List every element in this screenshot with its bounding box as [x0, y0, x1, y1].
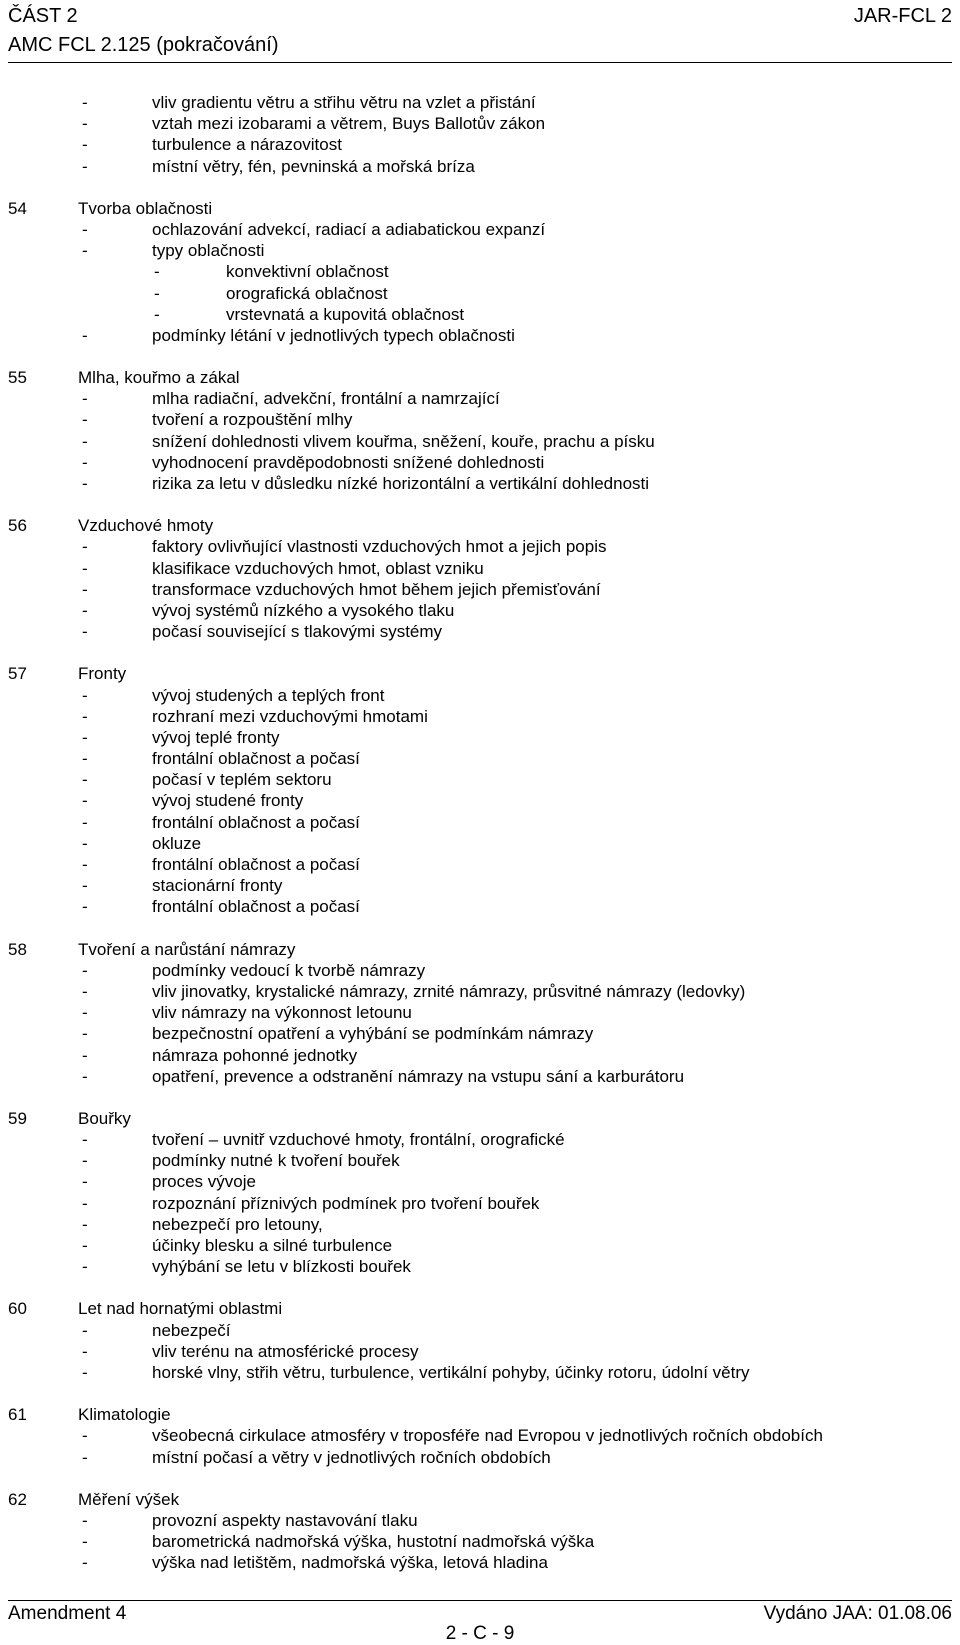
bullet-dash: -	[82, 156, 88, 176]
list-item-text: frontální oblačnost a počasí	[152, 812, 360, 832]
list-item-text: vrstevnatá a kupovitá oblačnost	[226, 304, 465, 324]
section-number: 60	[8, 1299, 27, 1319]
list-item-text: frontální oblačnost a počasí	[152, 897, 360, 917]
list-item-text: tvoření a rozpouštění mlhy	[152, 410, 353, 430]
bullet-dash: -	[82, 706, 88, 726]
list-item	[8, 727, 952, 748]
list-item	[8, 685, 952, 706]
section-number: 57	[8, 664, 27, 684]
list-item-text: snížení dohlednosti vlivem kouřma, sněžení, kouře, prachu a písku	[152, 431, 655, 451]
bullet-dash: -	[82, 1003, 88, 1023]
bullet-dash: -	[82, 579, 88, 599]
header-rule	[8, 62, 952, 63]
section-62	[8, 1489, 952, 1574]
list-item-text: proces vývoje	[152, 1172, 256, 1192]
bullet-dash: -	[82, 114, 88, 134]
list-item-text: místní větry, fén, pevninská a mořská bríza	[152, 156, 475, 176]
bullet-dash: -	[82, 325, 88, 345]
bullet-dash: -	[82, 855, 88, 874]
bullet-dash: -	[82, 749, 88, 769]
list-item	[8, 600, 952, 621]
list-item-text: vyhodnocení pravděpodobnosti snížené dohlednosti	[152, 452, 545, 472]
list-item-text: nebezpečí pro letouny,	[152, 1214, 323, 1234]
bullet-dash: -	[82, 1193, 88, 1213]
list-item	[8, 156, 952, 177]
list-item	[8, 388, 952, 409]
bullet-dash: -	[82, 1130, 88, 1150]
bullet-dash: -	[82, 727, 88, 747]
list-item	[8, 790, 952, 811]
section-heading	[8, 1298, 952, 1319]
bullet-dash: -	[82, 833, 88, 853]
bullet-dash: -	[82, 135, 88, 155]
list-item	[8, 1510, 952, 1531]
bullet-dash: -	[82, 410, 88, 430]
part-label: ČÁST 2	[8, 5, 78, 27]
bullet-dash: -	[82, 389, 88, 409]
list-item-text: účinky blesku a silné turbulence	[152, 1236, 393, 1255]
sub-list-item	[8, 261, 952, 282]
list-item-text: vývoj studené fronty	[152, 791, 304, 811]
list-item	[8, 1150, 952, 1171]
list-item	[8, 219, 952, 240]
list-item	[8, 1045, 952, 1066]
list-item	[8, 1002, 952, 1023]
list-item-text: podmínky vedoucí k tvorbě námrazy	[152, 960, 426, 980]
list-item-text: všeobecná cirkulace atmosféry v troposféře nad Evropou v jednotlivých ročních obdobích	[152, 1426, 823, 1446]
list-item	[8, 1425, 952, 1446]
section-58	[8, 939, 952, 1087]
bullet-dash: -	[82, 1532, 88, 1552]
list-item-text: barometrická nadmořská výška, hustotní nadmořská výška	[152, 1532, 595, 1552]
bullet-dash: -	[82, 622, 88, 642]
list-item	[8, 1531, 952, 1552]
bullet-dash: -	[82, 685, 88, 705]
list-item-text: klasifikace vzduchových hmot, oblast vzniku	[152, 558, 484, 578]
list-item	[8, 833, 952, 854]
list-item-text: horské vlny, střih větru, turbulence, vertikální pohyby, účinky rotoru, údolní větry	[152, 1362, 750, 1382]
list-item-text: mlha radiační, advekční, frontální a namrzající	[152, 389, 500, 409]
section-title: Vzduchové hmoty	[78, 516, 214, 536]
bullet-dash: -	[82, 770, 88, 790]
bullet-dash: -	[82, 791, 88, 811]
bullet-dash: -	[82, 1214, 88, 1234]
intro-list	[8, 92, 952, 177]
bullet-dash: -	[82, 537, 88, 557]
list-item-text: orografická oblačnost	[226, 283, 388, 303]
bullet-dash: -	[82, 474, 88, 493]
section-heading	[8, 1404, 952, 1425]
bullet-dash: -	[82, 93, 88, 112]
section-reference: AMC FCL 2.125 (pokračování)	[8, 34, 279, 56]
list-item-text: tvoření – uvnitř vzduchové hmoty, frontální, orografické	[152, 1130, 565, 1150]
bullet-dash: -	[154, 262, 160, 282]
bullet-dash: -	[82, 1172, 88, 1192]
section-heading	[8, 367, 952, 388]
bullet-dash: -	[82, 1426, 88, 1446]
bullet-dash: -	[82, 1066, 88, 1086]
list-item	[8, 1256, 952, 1277]
bullet-dash: -	[82, 600, 88, 620]
list-item	[8, 1023, 952, 1044]
list-item-text: rozpoznání příznivých podmínek pro tvoření bouřek	[152, 1193, 540, 1213]
list-item-text: výška nad letištěm, nadmořská výška, letová hladina	[152, 1553, 548, 1573]
list-item	[8, 1447, 952, 1468]
list-item	[8, 1193, 952, 1214]
list-item-text: vývoj teplé fronty	[152, 727, 280, 747]
list-item	[8, 452, 952, 473]
bullet-dash: -	[154, 283, 160, 303]
list-item	[8, 1552, 952, 1573]
section-number: 58	[8, 939, 27, 959]
list-item-text: opatření, prevence a odstranění námrazy na vstupu sání a karburátoru	[152, 1066, 685, 1086]
bullet-dash: -	[82, 981, 88, 1001]
section-number: 54	[8, 198, 27, 218]
bullet-dash: -	[82, 1151, 88, 1171]
list-item	[8, 896, 952, 917]
bullet-dash: -	[82, 960, 88, 980]
bullet-dash: -	[82, 1257, 88, 1277]
list-item-text: podmínky létání v jednotlivých typech oblačnosti	[152, 325, 515, 345]
list-item	[8, 134, 952, 155]
section-59	[8, 1108, 952, 1278]
list-item	[8, 1341, 952, 1362]
list-item-text: vliv terénu na atmosférické procesy	[152, 1341, 419, 1361]
footer-rule	[8, 1600, 952, 1601]
list-item	[8, 981, 952, 1002]
issue-date: Vydáno JAA: 01.08.06	[763, 1603, 952, 1624]
list-item-text: faktory ovlivňující vlastnosti vzduchových hmot a jejich popis	[152, 537, 607, 557]
list-item	[8, 1129, 952, 1150]
bullet-dash: -	[82, 812, 88, 832]
list-item	[8, 579, 952, 600]
bullet-dash: -	[82, 1236, 88, 1255]
list-item	[8, 409, 952, 430]
list-item-text: vývoj studených a teplých front	[152, 685, 385, 705]
section-heading	[8, 198, 952, 219]
section-title: Fronty	[78, 664, 127, 684]
list-item	[8, 1171, 952, 1192]
list-item	[8, 706, 952, 727]
list-item	[8, 812, 952, 833]
list-item-text: vliv jinovatky, krystalické námrazy, zrnité námrazy, průsvitné námrazy (ledovky)	[152, 981, 746, 1001]
list-item	[8, 621, 952, 642]
list-item-text: počasí v teplém sektoru	[152, 770, 332, 790]
list-item	[8, 536, 952, 557]
section-title: Klimatologie	[78, 1405, 171, 1425]
list-item-text: vliv námrazy na výkonnost letounu	[152, 1003, 412, 1023]
list-item-text: rizika za letu v důsledku nízké horizontální a vertikální dohlednosti	[152, 474, 650, 493]
section-60	[8, 1298, 952, 1383]
list-item-text: ochlazování advekcí, radiací a adiabatickou expanzí	[152, 219, 546, 239]
list-item	[8, 875, 952, 896]
list-item	[8, 1235, 952, 1256]
list-item-text: stacionární fronty	[152, 876, 283, 896]
section-57	[8, 663, 952, 917]
section-54	[8, 198, 952, 346]
section-heading	[8, 1108, 952, 1129]
list-item-text: nebezpečí	[152, 1320, 231, 1340]
bullet-dash: -	[82, 1341, 88, 1361]
bullet-dash: -	[154, 304, 160, 324]
list-item	[8, 1066, 952, 1087]
bullet-dash: -	[82, 1024, 88, 1044]
bullet-dash: -	[82, 241, 88, 261]
list-item-text: transformace vzduchových hmot během jejich přemisťování	[152, 579, 601, 599]
section-title: Tvoření a narůstání námrazy	[78, 939, 296, 959]
list-item-text: počasí související s tlakovými systémy	[152, 622, 443, 642]
list-item-text: bezpečnostní opatření a vyhýbání se podmínkám námrazy	[152, 1024, 594, 1044]
list-item-text: vyhýbání se letu v blízkosti bouřek	[152, 1257, 411, 1277]
section-number: 56	[8, 516, 27, 536]
section-55	[8, 367, 952, 494]
bullet-dash: -	[82, 452, 88, 472]
bullet-dash: -	[82, 1320, 88, 1340]
section-number: 59	[8, 1108, 27, 1128]
list-item	[8, 113, 952, 134]
list-item-text: vliv gradientu větru a střihu větru na vzlet a přistání	[152, 93, 536, 112]
list-item	[8, 558, 952, 579]
list-item	[8, 1214, 952, 1235]
list-item-text: provozní aspekty nastavování tlaku	[152, 1510, 418, 1530]
list-item-text: konvektivní oblačnost	[226, 262, 389, 282]
section-title: Bouřky	[78, 1108, 131, 1128]
section-title: Let nad hornatými oblastmi	[78, 1299, 283, 1319]
bullet-dash: -	[82, 558, 88, 578]
list-item	[8, 748, 952, 769]
list-item-text: podmínky nutné k tvoření bouřek	[152, 1151, 400, 1171]
list-item	[8, 473, 952, 494]
bullet-dash: -	[82, 1510, 88, 1530]
sub-list-item	[8, 283, 952, 304]
section-heading	[8, 515, 952, 536]
section-heading	[8, 939, 952, 960]
list-item	[8, 854, 952, 875]
section-title: Měření výšek	[78, 1489, 180, 1509]
list-item	[8, 92, 952, 113]
section-title: Tvorba oblačnosti	[78, 198, 213, 218]
list-item-text: vývoj systémů nízkého a vysokého tlaku	[152, 600, 455, 620]
doc-code: JAR-FCL 2	[853, 5, 952, 27]
list-item	[8, 1320, 952, 1341]
section-56	[8, 515, 952, 642]
document-body	[8, 92, 952, 1594]
bullet-dash: -	[82, 876, 88, 896]
list-item-text: vztah mezi izobarami a větrem, Buys Ballotův zákon	[152, 114, 546, 134]
list-item-text: typy oblačnosti	[152, 241, 265, 261]
list-item	[8, 1362, 952, 1383]
bullet-dash: -	[82, 897, 88, 917]
bullet-dash: -	[82, 219, 88, 239]
list-item	[8, 960, 952, 981]
section-number: 55	[8, 368, 27, 388]
amendment-label: Amendment 4	[8, 1603, 127, 1624]
bullet-dash: -	[82, 1362, 88, 1382]
list-item-text: okluze	[152, 833, 202, 853]
bullet-dash: -	[82, 431, 88, 451]
bullet-dash: -	[82, 1045, 88, 1065]
list-item	[8, 240, 952, 261]
list-item	[8, 431, 952, 452]
bullet-dash: -	[82, 1553, 88, 1573]
section-heading	[8, 663, 952, 684]
page-number: 2 - C - 9	[445, 1623, 515, 1644]
list-item	[8, 325, 952, 346]
bullet-dash: -	[82, 1447, 88, 1467]
list-item-text: frontální oblačnost a počasí	[152, 749, 360, 769]
list-item-text: turbulence a nárazovitost	[152, 135, 342, 155]
list-item-text: rozhraní mezi vzduchovými hmotami	[152, 706, 428, 726]
sub-list-item	[8, 304, 952, 325]
section-heading	[8, 1489, 952, 1510]
list-item-text: místní počasí a větry v jednotlivých ročních obdobích	[152, 1447, 551, 1467]
section-title: Mlha, kouřmo a zákal	[78, 368, 240, 388]
list-item-text: námraza pohonné jednotky	[152, 1045, 358, 1065]
section-number: 61	[8, 1405, 27, 1425]
section-61	[8, 1404, 952, 1468]
list-item	[8, 769, 952, 790]
section-number: 62	[8, 1489, 27, 1509]
list-item-text: frontální oblačnost a počasí	[152, 855, 360, 874]
